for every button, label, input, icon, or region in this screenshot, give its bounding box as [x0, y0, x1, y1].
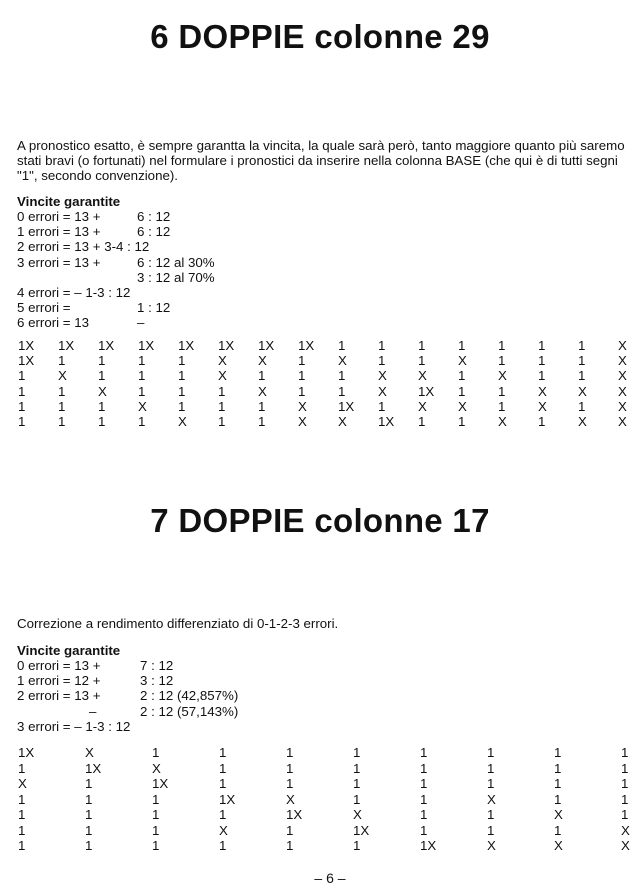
grid-cell: 1 — [338, 368, 346, 384]
grid-cell: 1 — [458, 368, 466, 384]
grid-cell: 1 — [85, 791, 93, 807]
grid-cell: 1 — [286, 745, 294, 760]
grid-cell: 1 — [98, 398, 106, 414]
grid-cell: 1 — [58, 414, 66, 429]
grid-cell: 1 — [298, 353, 306, 369]
grid-cell: 1 — [420, 807, 428, 822]
vincite-row — [17, 719, 317, 734]
vincite-row — [17, 209, 317, 224]
vincite-errors: 3 errori = – 1-3 : 12 — [17, 718, 131, 734]
grid-cell: 1X — [353, 822, 370, 838]
vincite-errors: 1 errori = 12 + — [17, 673, 101, 689]
grid-cell: X — [338, 353, 347, 369]
grid-cell: 1 — [152, 838, 160, 853]
grid-cell: 1 — [18, 414, 26, 429]
grid-cell: 1 — [85, 807, 93, 822]
grid-cell: X — [338, 414, 347, 429]
grid-cell: 1 — [621, 807, 629, 822]
grid-cell: 1 — [98, 368, 106, 384]
vincite-errors: 0 errori = 13 + — [17, 209, 101, 224]
grid-cell: 1 — [98, 353, 106, 369]
grid-cell: 1 — [420, 760, 428, 776]
grid-cell: 1 — [152, 745, 160, 760]
grid-cell: 1 — [498, 398, 506, 414]
grid-cell: X — [378, 383, 387, 399]
grid-cell: 1 — [621, 745, 629, 760]
grid-cell: 1X — [18, 353, 35, 369]
grid-cell: 1 — [338, 383, 346, 399]
grid-cell: X — [298, 414, 307, 429]
grid-cell: 1 — [138, 368, 146, 384]
vincite-prize: 6 : 12 — [137, 209, 171, 224]
grid-cell: X — [618, 398, 627, 414]
grid-cell: 1 — [487, 822, 495, 838]
grid-cell: 1 — [138, 353, 146, 369]
grid-cell: X — [498, 368, 507, 384]
vincite-errors: 3 errori = 13 + — [17, 254, 101, 270]
section1-intro: A pronostico esatto, è sempre garantta la vincita, la quale sarà però, tanto maggiore quanto più saremo stati bravi (o fortunati) nel formulare i pronostici da inserire nella colonna BASE (che qui è di tutti segni "1", secondo convenzione). — [17, 138, 625, 183]
grid-cell: X — [218, 368, 227, 384]
grid-cell: 1X — [219, 791, 236, 807]
grid-cell: X — [152, 760, 161, 776]
grid-cell: 1X — [258, 338, 275, 353]
grid-cell: 1 — [554, 745, 562, 760]
vincite-prize: 6 : 12 al 30% — [137, 254, 215, 270]
grid-cell: 1 — [58, 383, 66, 399]
grid-cell: 1 — [219, 745, 227, 760]
grid-cell: 1X — [298, 338, 315, 353]
vincite-prize: 2 : 12 (42,857%) — [140, 688, 239, 704]
vincite-row — [17, 285, 317, 300]
grid-cell: 1 — [258, 398, 266, 414]
grid-cell: 1 — [178, 368, 186, 384]
vincite-row — [17, 688, 317, 703]
grid-cell: 1 — [219, 838, 227, 853]
grid-cell: 1X — [378, 414, 395, 429]
grid-cell: 1 — [578, 368, 586, 384]
grid-cell: 1 — [18, 368, 26, 384]
grid-cell: 1X — [85, 760, 102, 776]
vincite-row — [17, 704, 317, 719]
grid-cell: X — [218, 353, 227, 369]
grid-cell: 1X — [138, 338, 155, 353]
grid-cell: 1 — [353, 791, 361, 807]
grid-cell: 1 — [578, 338, 586, 353]
grid-cell: 1 — [554, 791, 562, 807]
vincite-errors: 0 errori = 13 + — [17, 658, 101, 673]
grid-cell: X — [487, 791, 496, 807]
section1-title: 6 DOPPIE colonne 29 — [150, 18, 490, 55]
grid-cell: 1 — [378, 353, 386, 369]
grid-cell: X — [538, 398, 547, 414]
section2-intro: Correzione a rendimento differenziato di 0-1-2-3 errori. — [17, 616, 339, 631]
grid-cell: 1 — [258, 414, 266, 429]
section1-vincite-list — [17, 209, 317, 331]
grid-cell: 1 — [298, 383, 306, 399]
grid-cell: 1X — [338, 398, 355, 414]
section1-column-grid — [0, 338, 640, 428]
grid-cell: 1 — [219, 776, 227, 791]
grid-cell: X — [554, 838, 563, 853]
grid-cell: 1 — [458, 383, 466, 399]
grid-cell: 1 — [418, 414, 426, 429]
grid-cell: 1 — [85, 822, 93, 838]
grid-cell: X — [378, 368, 387, 384]
grid-cell: X — [58, 368, 67, 384]
vincite-errors: 1 errori = 13 + — [17, 224, 101, 240]
grid-cell: 1 — [18, 791, 26, 807]
grid-cell: 1 — [498, 383, 506, 399]
grid-cell: 1X — [286, 807, 303, 822]
vincite-prize: 6 : 12 — [137, 224, 171, 240]
grid-cell: X — [618, 414, 627, 429]
grid-cell: 1 — [219, 807, 227, 822]
grid-cell: X — [353, 807, 362, 822]
grid-cell: 1 — [538, 338, 546, 353]
vincite-row — [17, 673, 317, 688]
grid-cell: 1 — [487, 760, 495, 776]
section1-vincite — [17, 194, 317, 331]
grid-cell: 1 — [286, 822, 294, 838]
grid-cell: 1 — [178, 383, 186, 399]
vincite-prize: 1 : 12 — [137, 300, 171, 316]
vincite-errors: 4 errori = – 1-3 : 12 — [17, 284, 131, 300]
grid-cell: 1 — [85, 838, 93, 853]
grid-cell: 1 — [498, 338, 506, 353]
vincite-errors: – — [89, 703, 97, 719]
grid-cell: 1 — [178, 353, 186, 369]
grid-cell: X — [618, 383, 627, 399]
grid-cell: 1 — [378, 398, 386, 414]
vincite-row — [17, 270, 317, 285]
grid-cell: 1 — [353, 838, 361, 853]
grid-cell: 1 — [178, 398, 186, 414]
grid-cell: 1 — [353, 745, 361, 760]
grid-cell: X — [85, 745, 94, 760]
grid-cell: 1 — [85, 776, 93, 791]
grid-cell: X — [554, 807, 563, 822]
grid-cell: 1 — [18, 807, 26, 822]
grid-cell: 1 — [418, 338, 426, 353]
grid-cell: 1 — [298, 368, 306, 384]
grid-cell: 1 — [286, 838, 294, 853]
grid-cell: 1 — [218, 398, 226, 414]
vincite-prize: 2 : 12 (57,143%) — [140, 703, 239, 719]
grid-cell: X — [621, 838, 630, 853]
grid-cell: 1 — [58, 353, 66, 369]
grid-cell: X — [18, 776, 27, 791]
grid-cell: 1 — [138, 414, 146, 429]
grid-cell: 1 — [58, 398, 66, 414]
grid-cell: 1 — [418, 353, 426, 369]
grid-cell: X — [578, 414, 587, 429]
grid-cell: 1 — [420, 822, 428, 838]
grid-cell: 1 — [538, 368, 546, 384]
grid-cell: 1X — [178, 338, 195, 353]
grid-cell: 1 — [538, 414, 546, 429]
grid-cell: 1 — [286, 760, 294, 776]
grid-cell: 1 — [420, 791, 428, 807]
grid-cell: 1 — [152, 807, 160, 822]
grid-cell: X — [618, 368, 627, 384]
section2-column-grid — [0, 745, 640, 855]
grid-cell: 1 — [219, 760, 227, 776]
grid-cell: 1 — [18, 760, 26, 776]
grid-cell: 1 — [286, 776, 294, 791]
grid-cell: 1X — [18, 745, 35, 760]
grid-cell: X — [258, 383, 267, 399]
vincite-row — [17, 239, 317, 254]
grid-cell: X — [538, 383, 547, 399]
grid-cell: 1 — [258, 368, 266, 384]
grid-cell: 1 — [554, 776, 562, 791]
grid-cell: 1 — [621, 760, 629, 776]
vincite-prize: 3 : 12 al 70% — [137, 269, 215, 285]
grid-cell: 1 — [18, 822, 26, 838]
grid-cell: 1 — [554, 822, 562, 838]
grid-cell: X — [618, 338, 627, 353]
grid-cell: X — [487, 838, 496, 853]
page-number: – 6 – — [314, 870, 346, 886]
grid-cell: 1 — [18, 838, 26, 853]
grid-cell: 1 — [338, 338, 346, 353]
grid-cell: X — [258, 353, 267, 369]
grid-cell: 1 — [420, 776, 428, 791]
grid-cell: 1X — [18, 338, 35, 353]
grid-cell: 1X — [420, 838, 437, 853]
vincite-prize: 3 : 12 — [140, 673, 174, 689]
grid-cell: 1 — [578, 353, 586, 369]
section1-vincite-title: Vincite garantite — [17, 194, 121, 209]
vincite-row — [17, 224, 317, 239]
grid-cell: 1 — [218, 414, 226, 429]
section2-vincite — [17, 643, 317, 734]
grid-cell: 1X — [152, 776, 169, 791]
grid-cell: 1 — [152, 822, 160, 838]
grid-cell: 1X — [418, 383, 435, 399]
grid-cell: X — [138, 398, 147, 414]
vincite-row — [17, 255, 317, 270]
grid-cell: 1 — [152, 791, 160, 807]
grid-cell: X — [178, 414, 187, 429]
grid-cell: 1 — [138, 383, 146, 399]
vincite-prize: 7 : 12 — [140, 658, 174, 673]
grid-cell: 1 — [554, 760, 562, 776]
grid-cell: 1X — [58, 338, 75, 353]
grid-cell: X — [418, 368, 427, 384]
grid-cell: 1 — [420, 745, 428, 760]
grid-cell: X — [298, 398, 307, 414]
grid-cell: 1 — [98, 414, 106, 429]
grid-cell: 1 — [18, 398, 26, 414]
grid-cell: 1 — [487, 745, 495, 760]
grid-cell: 1 — [378, 338, 386, 353]
grid-cell: 1 — [487, 807, 495, 822]
grid-cell: 1 — [218, 383, 226, 399]
grid-cell: 1X — [98, 338, 115, 353]
section2-vincite-list — [17, 658, 317, 734]
vincite-errors: 6 errori = 13 — [17, 315, 90, 331]
grid-cell: X — [458, 398, 467, 414]
grid-cell: X — [498, 414, 507, 429]
grid-cell: 1 — [487, 776, 495, 791]
vincite-prize: – — [137, 315, 145, 331]
vincite-errors: 5 errori = — [17, 300, 71, 316]
section2-title: 7 DOPPIE colonne 17 — [150, 502, 490, 539]
grid-cell: 1 — [498, 353, 506, 369]
grid-cell: 1 — [621, 776, 629, 791]
grid-cell: 1 — [578, 398, 586, 414]
grid-cell: 1 — [18, 383, 26, 399]
vincite-row — [17, 300, 317, 315]
grid-cell: X — [578, 383, 587, 399]
grid-cell: X — [98, 383, 107, 399]
grid-cell: 1 — [538, 353, 546, 369]
vincite-row — [17, 315, 317, 330]
grid-cell: X — [621, 822, 630, 838]
grid-cell: X — [458, 353, 467, 369]
grid-cell: 1X — [218, 338, 235, 353]
section2-vincite-title: Vincite garantite — [17, 643, 121, 658]
vincite-errors: 2 errori = 13 + — [17, 688, 101, 704]
grid-cell: X — [286, 791, 295, 807]
grid-cell: X — [418, 398, 427, 414]
grid-cell: 1 — [458, 338, 466, 353]
grid-cell: 1 — [458, 414, 466, 429]
grid-cell: X — [618, 353, 627, 369]
vincite-row — [17, 658, 317, 673]
grid-cell: 1 — [353, 760, 361, 776]
grid-cell: 1 — [353, 776, 361, 791]
vincite-errors: 2 errori = 13 + 3-4 : 12 — [17, 239, 150, 255]
grid-cell: X — [219, 822, 228, 838]
grid-cell: 1 — [621, 791, 629, 807]
